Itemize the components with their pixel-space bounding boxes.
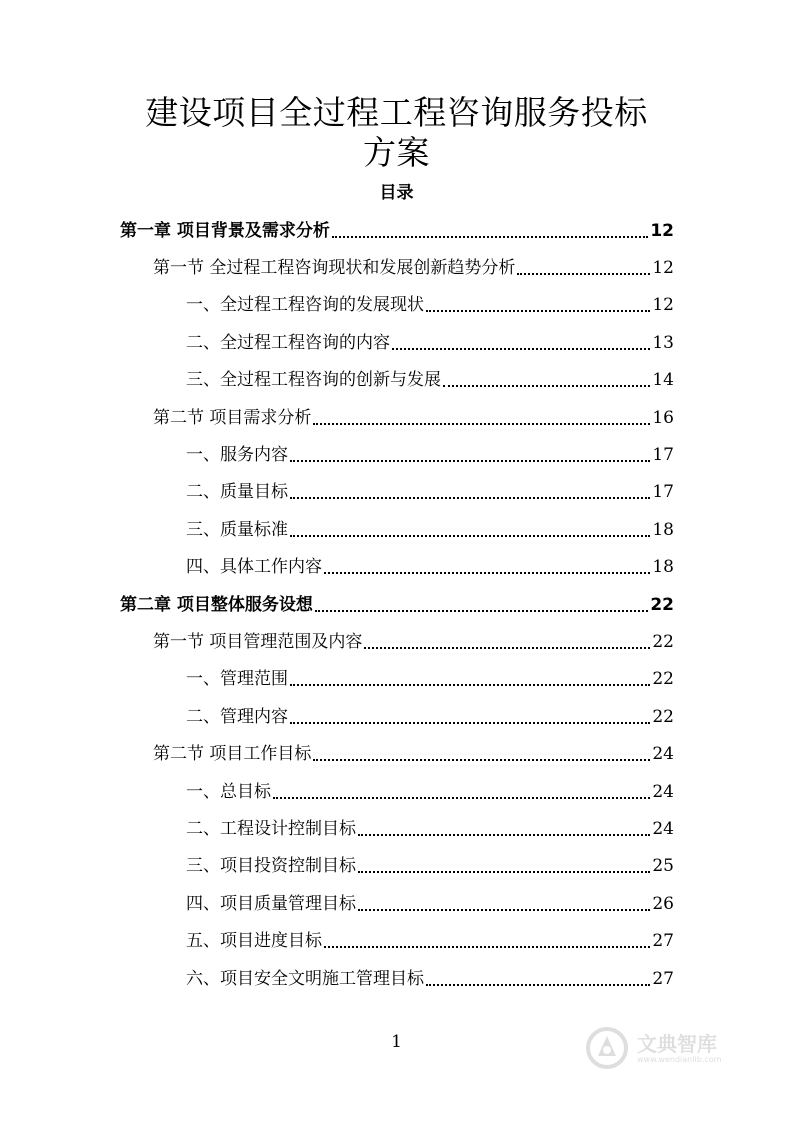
toc-entry-page: 17 (652, 482, 674, 503)
page-number: 1 (391, 1032, 402, 1052)
toc-entry-page: 22 (650, 594, 674, 615)
toc-entry-line (153, 741, 674, 767)
toc-entry-line (186, 479, 674, 505)
toc-entry[interactable] (0, 698, 793, 735)
toc-entry-page: 17 (652, 444, 674, 465)
toc-dot-leader (443, 385, 650, 387)
toc-entry-title: 四、具体工作内容 (186, 557, 322, 578)
toc-entry-page: 18 (652, 557, 674, 578)
toc-dot-leader (290, 460, 650, 462)
toc-entry-page: 27 (652, 931, 674, 952)
toc-entry-line (186, 666, 674, 692)
toc-entry-title: 二、全过程工程咨询的内容 (186, 332, 390, 353)
toc-dot-leader (426, 984, 650, 986)
toc-entry[interactable] (0, 810, 793, 847)
toc-dot-leader (315, 610, 648, 612)
toc-entry[interactable] (0, 287, 793, 324)
toc-entry-title: 第一节 全过程工程咨询现状和发展创新趋势分析 (153, 257, 516, 278)
toc-dot-leader (313, 423, 650, 425)
toc-entry[interactable] (0, 923, 793, 960)
toc-entry[interactable] (0, 960, 793, 997)
toc-entry-title: 五、项目进度目标 (186, 931, 322, 952)
toc-entry-title: 第二节 项目工作目标 (153, 744, 312, 765)
toc-heading: 目录 (379, 183, 414, 203)
toc-entry-page: 24 (652, 818, 674, 839)
toc-entry-title: 一、总目标 (186, 781, 271, 802)
toc-entry-line (153, 405, 674, 431)
toc-dot-leader (324, 572, 650, 574)
toc-entry-line (186, 442, 674, 468)
toc-dot-leader (332, 236, 648, 238)
toc-entry[interactable] (0, 736, 793, 773)
toc-entry[interactable] (0, 586, 793, 623)
toc-dot-leader (324, 946, 650, 948)
watermark-url: www.wendianlib.com (637, 1054, 722, 1064)
toc-dot-leader (426, 310, 650, 312)
toc-entry-title: 第二节 项目需求分析 (153, 407, 312, 428)
toc-entry-line (186, 704, 674, 730)
toc-entry[interactable] (0, 549, 793, 586)
toc-entry-page: 13 (652, 332, 674, 353)
toc-entry[interactable] (0, 362, 793, 399)
toc-entry-page: 22 (652, 669, 674, 690)
toc-entry-line (186, 928, 674, 954)
toc-entry[interactable] (0, 848, 793, 885)
toc-entry-line (186, 779, 674, 805)
toc-dot-leader (392, 348, 650, 350)
toc-dot-leader (290, 722, 650, 724)
toc-entry[interactable] (0, 511, 793, 548)
toc-entry-line (153, 629, 674, 655)
toc-entry-page: 14 (652, 370, 674, 391)
wendian-logo-icon (585, 1026, 629, 1070)
toc-entry-page: 24 (652, 781, 674, 802)
toc-entry-page: 18 (652, 519, 674, 540)
toc-entry[interactable] (0, 885, 793, 922)
toc-entry-page: 25 (652, 856, 674, 877)
toc-entry-line (186, 330, 674, 356)
toc-entry-title: 第一章 项目背景及需求分析 (120, 220, 330, 241)
toc-entry-line (186, 517, 674, 543)
toc-entry-line (186, 966, 674, 992)
toc-dot-leader (517, 273, 650, 275)
toc-entry-page: 22 (652, 631, 674, 652)
toc-entry-title: 第二章 项目整体服务设想 (120, 594, 313, 615)
toc-entry[interactable] (0, 436, 793, 473)
toc-entry-line (186, 816, 674, 842)
toc-entry[interactable] (0, 474, 793, 511)
toc-entry-line (120, 592, 674, 618)
toc-entry-title: 三、质量标准 (186, 519, 288, 540)
toc-entry[interactable] (0, 249, 793, 286)
toc-entry-page: 27 (652, 968, 674, 989)
toc-dot-leader (290, 497, 650, 499)
toc-entry-line (186, 891, 674, 917)
document-title: 建设项目全过程工程咨询服务投标 (145, 93, 648, 132)
toc-entry[interactable] (0, 623, 793, 660)
toc-dot-leader (290, 684, 650, 686)
toc-entry-page: 12 (650, 220, 674, 241)
toc-entry-page: 12 (652, 257, 674, 278)
toc-entry-page: 26 (652, 893, 674, 914)
toc-dot-leader (358, 871, 650, 873)
toc-entry-line (186, 292, 674, 318)
toc-entry-title: 二、质量目标 (186, 482, 288, 503)
toc-entry[interactable] (0, 324, 793, 361)
document-title-continued: 方案 (363, 133, 430, 172)
toc-dot-leader (313, 759, 650, 761)
toc-dot-leader (358, 834, 650, 836)
toc-entry-title: 三、全过程工程咨询的创新与发展 (186, 370, 441, 391)
toc-dot-leader (273, 797, 650, 799)
toc-entry-title: 二、管理内容 (186, 706, 288, 727)
toc-entry-page: 24 (652, 744, 674, 765)
toc-entry-title: 一、服务内容 (186, 444, 288, 465)
toc-entry-page: 22 (652, 706, 674, 727)
toc-entry-line (186, 853, 674, 879)
toc-entry-title: 三、项目投资控制目标 (186, 856, 356, 877)
toc-dot-leader (358, 909, 650, 911)
toc-entry-title: 二、工程设计控制目标 (186, 818, 356, 839)
toc-entry-line (186, 367, 674, 393)
toc-entry[interactable] (0, 212, 793, 249)
toc-entry-line (186, 554, 674, 580)
watermark (585, 1018, 755, 1078)
toc-dot-leader (290, 535, 650, 537)
toc-entry-line (153, 255, 674, 281)
toc-entry[interactable] (0, 399, 793, 436)
toc-entry-page: 16 (652, 407, 674, 428)
toc-entry-page: 12 (652, 295, 674, 316)
toc-entry-title: 六、项目安全文明施工管理目标 (186, 968, 424, 989)
toc-entry-line (120, 218, 674, 244)
watermark-name: 文典智库 (637, 1031, 717, 1056)
toc-entry[interactable] (0, 773, 793, 810)
toc-dot-leader (364, 647, 650, 649)
toc-entry[interactable] (0, 661, 793, 698)
toc-entry-title: 一、全过程工程咨询的发展现状 (186, 295, 424, 316)
toc-entry-title: 第一节 项目管理范围及内容 (153, 631, 363, 652)
toc-entry-title: 一、管理范围 (186, 669, 288, 690)
toc-entry-title: 四、项目质量管理目标 (186, 893, 356, 914)
